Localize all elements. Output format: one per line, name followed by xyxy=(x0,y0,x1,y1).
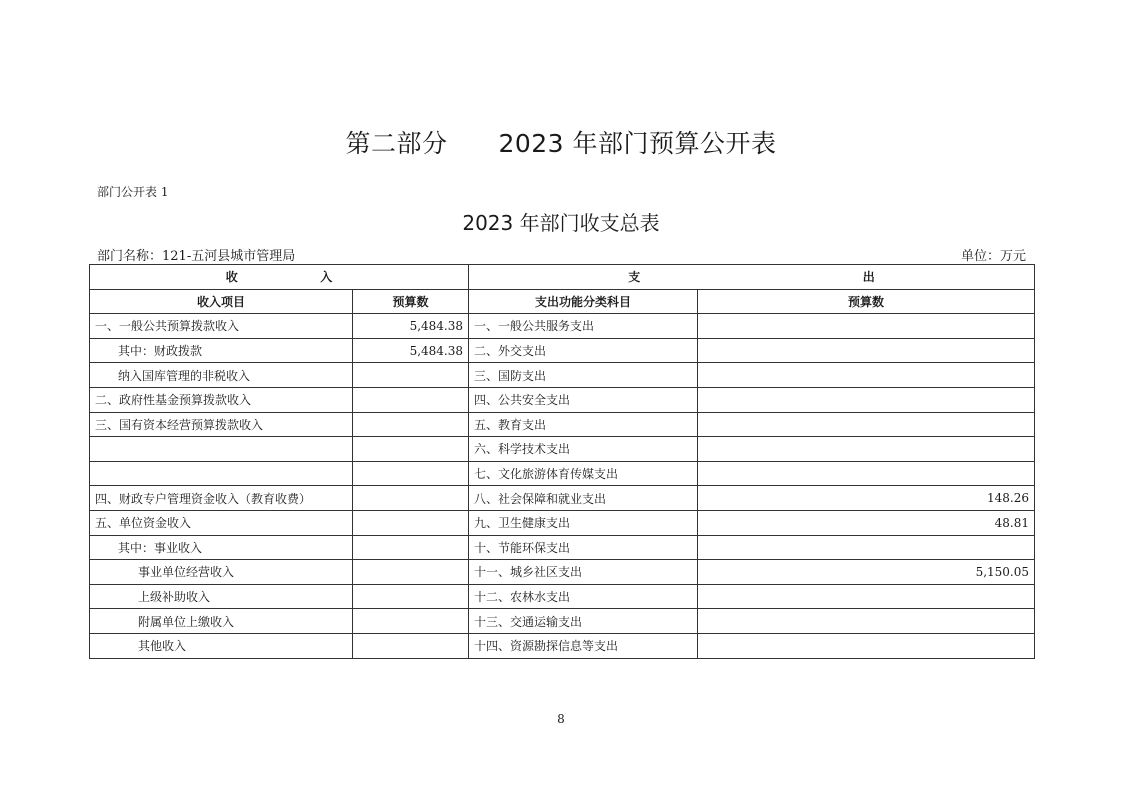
income-amount-cell xyxy=(353,486,469,511)
table-row xyxy=(90,486,1035,511)
expense-item-cell: 十一、城乡社区支出 xyxy=(469,560,698,585)
table-row xyxy=(90,584,1035,609)
table-row xyxy=(90,461,1035,486)
table-row xyxy=(90,535,1035,560)
income-item-cell: 附属单位上缴收入 xyxy=(90,609,353,634)
department-name: 部门名称：121-五河县城市管理局 xyxy=(97,249,296,264)
income-group-header xyxy=(90,265,469,290)
income-item-cell: 二、政府性基金预算拨款收入 xyxy=(90,387,353,412)
expense-amount-cell xyxy=(698,363,1035,388)
income-item-cell: 五、单位资金收入 xyxy=(90,510,353,535)
column-header-expense-item: 支出功能分类科目 xyxy=(469,289,698,314)
income-amount-cell xyxy=(353,510,469,535)
expense-item-cell: 九、卫生健康支出 xyxy=(469,510,698,535)
income-amount-cell xyxy=(353,535,469,560)
expense-amount-cell: 148.26 xyxy=(698,486,1035,511)
income-item-cell: 上级补助收入 xyxy=(90,584,353,609)
income-group-left: 收 xyxy=(225,270,238,285)
table-row xyxy=(90,314,1035,339)
expense-amount-cell: 5,150.05 xyxy=(698,560,1035,585)
expense-item-cell: 四、公共安全支出 xyxy=(469,387,698,412)
income-group-right: 入 xyxy=(320,270,333,285)
income-item-cell: 四、财政专户管理资金收入（教育收费） xyxy=(90,486,353,511)
table-row xyxy=(90,609,1035,634)
expense-item-cell: 十三、交通运输支出 xyxy=(469,609,698,634)
income-amount-cell xyxy=(353,412,469,437)
table-row xyxy=(90,510,1035,535)
table-row xyxy=(90,437,1035,462)
income-amount-cell xyxy=(353,584,469,609)
expense-amount-cell xyxy=(698,412,1035,437)
income-item-cell: 三、国有资本经营预算拨款收入 xyxy=(90,412,353,437)
column-header-expense-amount: 预算数 xyxy=(698,289,1035,314)
expense-item-cell: 三、国防支出 xyxy=(469,363,698,388)
table-row xyxy=(90,363,1035,388)
page-number: 8 xyxy=(557,712,565,726)
expense-amount-cell xyxy=(698,609,1035,634)
expense-amount-cell xyxy=(698,338,1035,363)
expense-amount-cell xyxy=(698,535,1035,560)
budget-summary-table xyxy=(89,264,1035,659)
table-row xyxy=(90,560,1035,585)
expense-item-cell: 六、科学技术支出 xyxy=(469,437,698,462)
income-item-cell: 事业单位经营收入 xyxy=(90,560,353,585)
expense-item-cell: 十二、农林水支出 xyxy=(469,584,698,609)
expense-amount-cell xyxy=(698,633,1035,658)
column-header-income-amount: 预算数 xyxy=(353,289,469,314)
income-item-cell: 其中：财政拨款 xyxy=(90,338,353,363)
expense-amount-cell xyxy=(698,314,1035,339)
expense-amount-cell xyxy=(698,387,1035,412)
income-item-cell: 一、一般公共预算拨款收入 xyxy=(90,314,353,339)
income-item-cell: 其他收入 xyxy=(90,633,353,658)
expense-group-left: 支 xyxy=(628,270,641,285)
income-item-cell: 其中：事业收入 xyxy=(90,535,353,560)
income-amount-cell xyxy=(353,461,469,486)
unit-label: 单位：万元 xyxy=(960,249,1026,264)
income-amount-cell xyxy=(353,437,469,462)
expense-item-cell: 五、教育支出 xyxy=(469,412,698,437)
income-amount-cell: 5,484.38 xyxy=(353,338,469,363)
expense-group-header xyxy=(469,265,1035,290)
expense-amount-cell xyxy=(698,461,1035,486)
page-title: 第二部分 2023 年部门预算公开表 xyxy=(345,129,777,158)
expense-amount-cell: 48.81 xyxy=(698,510,1035,535)
expense-item-cell: 十、节能环保支出 xyxy=(469,535,698,560)
income-item-cell: 纳入国库管理的非税收入 xyxy=(90,363,353,388)
table-number: 部门公开表 1 xyxy=(97,185,169,199)
expense-group-right: 出 xyxy=(862,270,875,285)
income-amount-cell xyxy=(353,633,469,658)
expense-amount-cell xyxy=(698,437,1035,462)
expense-item-cell: 七、文化旅游体育传媒支出 xyxy=(469,461,698,486)
expense-item-cell: 十四、资源勘探信息等支出 xyxy=(469,633,698,658)
column-header-row xyxy=(90,289,1035,314)
income-item-cell xyxy=(90,437,353,462)
expense-item-cell: 八、社会保障和就业支出 xyxy=(469,486,698,511)
income-amount-cell xyxy=(353,560,469,585)
expense-amount-cell xyxy=(698,584,1035,609)
income-amount-cell: 5,484.38 xyxy=(353,314,469,339)
expense-item-cell: 一、一般公共服务支出 xyxy=(469,314,698,339)
table-title: 2023 年部门收支总表 xyxy=(462,211,660,235)
group-header-row xyxy=(90,265,1035,290)
income-amount-cell xyxy=(353,363,469,388)
expense-item-cell: 二、外交支出 xyxy=(469,338,698,363)
table-row xyxy=(90,387,1035,412)
column-header-income-item: 收入项目 xyxy=(90,289,353,314)
table-row xyxy=(90,338,1035,363)
income-item-cell xyxy=(90,461,353,486)
table-row xyxy=(90,633,1035,658)
income-amount-cell xyxy=(353,609,469,634)
table-row xyxy=(90,412,1035,437)
income-amount-cell xyxy=(353,387,469,412)
